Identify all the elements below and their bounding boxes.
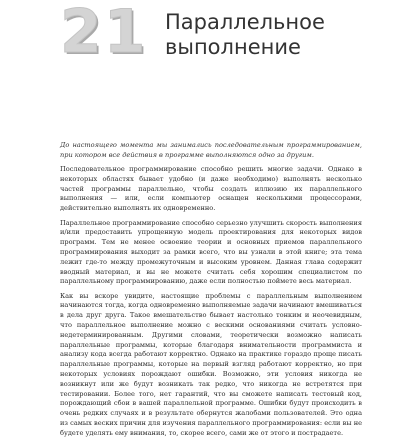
paragraph: Последовательное программирование способно решить многие задачи. Однако в некоторых областях бывает удобно (и даже необходимо) выполнять несколько частей программы параллельно, чтобы создать иллюзию их параллельного выполнения — или, если компьютер оснащен несколькими процессорами, действительно выполнять их одновременно. [60, 165, 362, 213]
chapter-intro: До настоящего момента мы занимались последовательным программированием, при котором все действия в программе выполняются одно за другим. [60, 141, 362, 159]
paragraph: Как вы вскоре увидите, настоящие проблемы с параллельным выполнением начинаются тогда, когда одновременно выполняемые задачи начинают вмешиваться в дела друг друга. Такое вмешательство бывает настолько тонким и неочевидным, что параллельное выполнение можно с вескими основаниями считать условно-недетерминированным. Другими словами, теоретически возможно написать параллельные программы, которые благодаря внимательности программиста и анализу кода всегда работают корректно. Однако на практике гораздо проще писать параллельные программы, которые на первый взгляд работают корректно, но при некоторых условиях порождают ошибки. Возможно, эти условия никогда не возникнут или же будут возникать так редко, что никогда не встретятся при тестировании. Более того, нет гарантий, что вы сможете написать тестовый код, порождающий сбои в вашей параллельной программе. Ошибки будут происходить в очень редких случаях и в результате обернутся жалобами пользователей. Это одна из самых веских причин для изучения параллельного программирования: если вы не будете уделять ему внимания, то, скорее всего, сами же от этого и пострадаете. [60, 291, 362, 437]
chapter-title-line-1: Параллельное [165, 10, 325, 34]
chapter-body [60, 141, 362, 443]
chapter-title-line-2: выполнение [165, 35, 301, 59]
chapter-title [165, 10, 325, 60]
paragraph: Параллельное программирование способно серьезно улучшить скорость выполнения и/или предоставить упрощенную модель проектирования для некоторых видов программ. Тем не менее освоение теории и основных приемов параллельного программирования выходит за рамки всего, что вы узнали в этой книге; эта тема лежит где-то между промежуточным и высоким уровнем. Данная глава содержит вводный материал, и вы не можете считать себя хорошим специалистом по параллельному программированию, даже если полностью поймете весь материал. [60, 218, 362, 286]
chapter-number: 21 [60, 0, 148, 67]
